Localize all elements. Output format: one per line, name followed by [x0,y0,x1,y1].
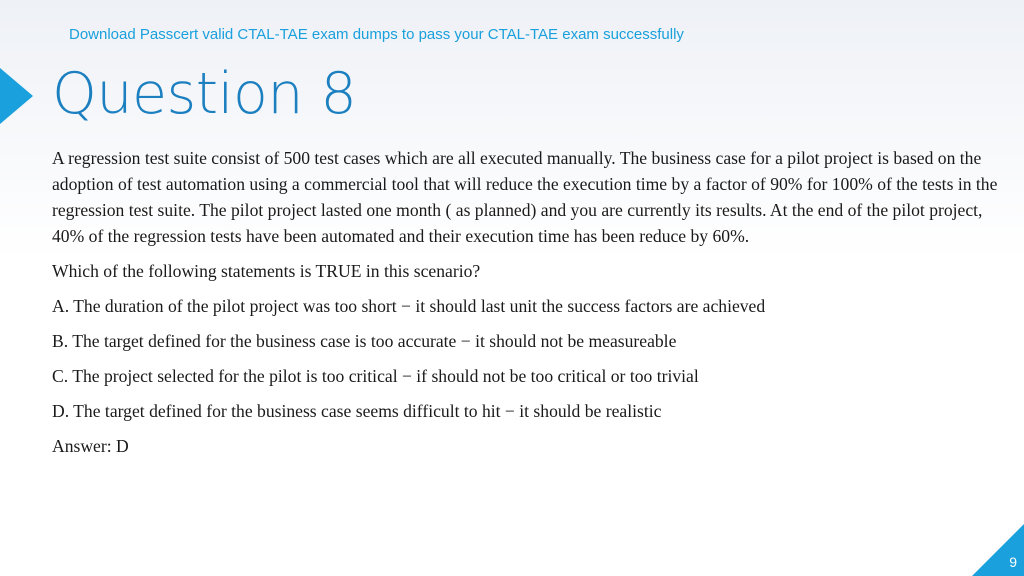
question-stem: Which of the following statements is TRUE in this scenario? [52,261,481,281]
page-number: 9 [1009,554,1017,570]
question-scenario: A regression test suite consist of 500 test cases which are all executed manually. The business case for a pilot project is based on the adoption of test automation using a commercial tool that will reduce the execution time by a factor of 90% for 100% of the tests in the regression test suite. The pilot project lasted one month ( as planned) and you are currently its results. At the end of the pilot project, 40% of the regression tests have been automated and their execution time has been reduce by 60%. [52,148,998,246]
title-marker-arrow-icon [0,68,33,124]
slide-title: Question 8 [52,61,357,127]
option-d: D. The target defined for the business case seems difficult to hit − it should be realistic [52,401,662,421]
option-c: C. The project selected for the pilot is too critical − if should not be too critical or too trivial [52,366,699,386]
option-a: A. The duration of the pilot project was too short − it should last unit the success factors are achieved [52,296,766,316]
answer-text: Answer: D [52,436,129,456]
download-banner: Download Passcert valid CTAL-TAE exam dumps to pass your CTAL-TAE exam successfully [69,26,684,43]
question-content [52,145,1007,459]
option-b: B. The target defined for the business case is too accurate − it should not be measureable [52,331,677,351]
